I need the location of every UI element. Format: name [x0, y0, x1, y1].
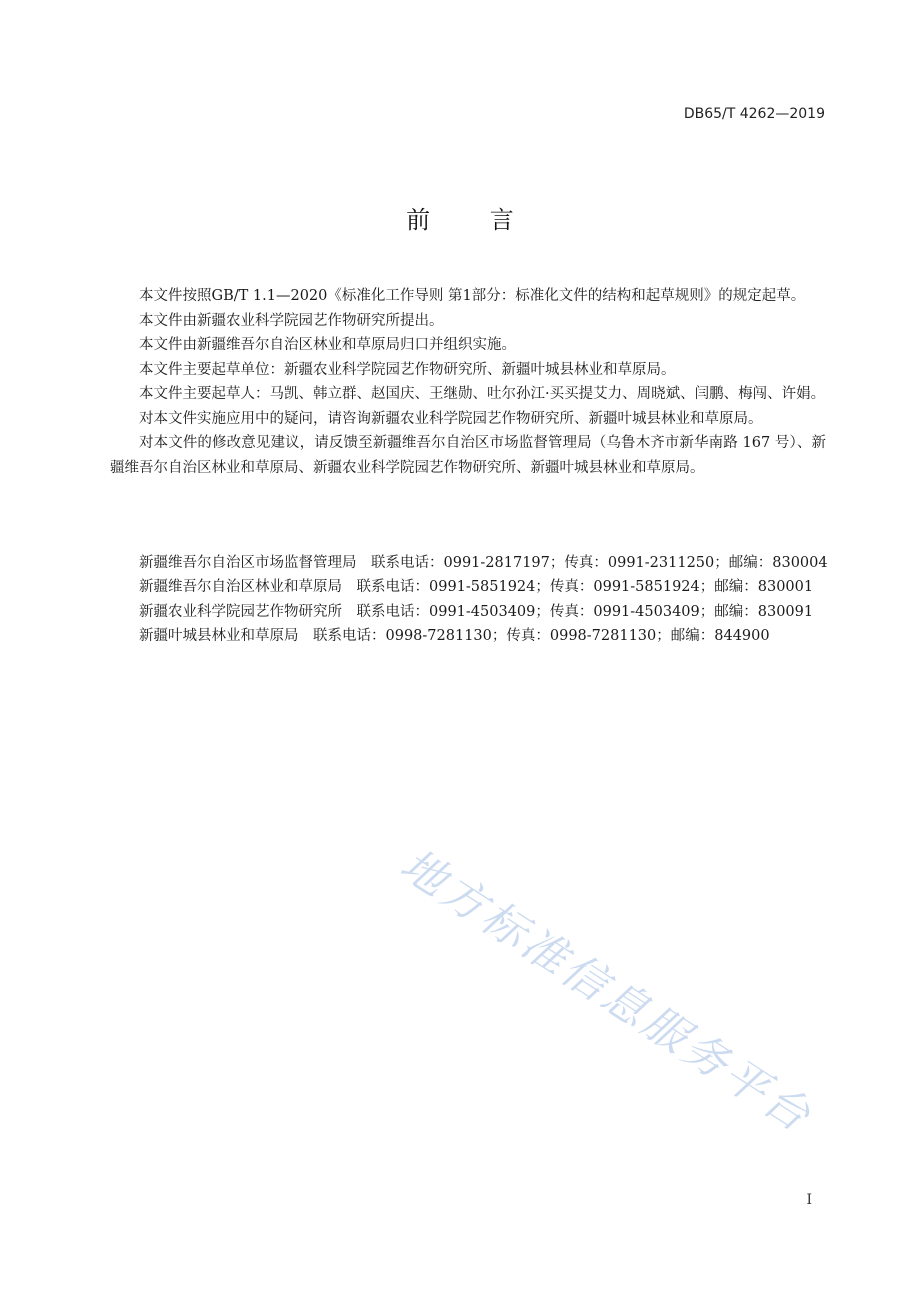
contact-line-market-regulation: 新疆维吾尔自治区市场监督管理局 联系电话：0991-2817197；传真：0991-2311250；邮编：830004	[139, 555, 828, 571]
contact-line-yecheng-forestry: 新疆叶城县林业和草原局 联系电话：0998-7281130；传真：0998-7281130；邮编：844900	[139, 628, 770, 644]
paragraph-feedback: 对本文件的修改意见建议，请反馈至新疆维吾尔自治区市场监督管理局（乌鲁木齐市新华南路 167 号）、新疆维吾尔自治区林业和草原局、新疆农业科学院园艺作物研究所、新疆叶城县林业和草原局。	[110, 435, 826, 476]
contact-line-forestry-bureau: 新疆维吾尔自治区林业和草原局 联系电话：0991-5851924；传真：0991-5851924；邮编：830001	[139, 579, 814, 595]
paragraph-proposer: 本文件由新疆农业科学院园艺作物研究所提出。	[139, 312, 444, 329]
page-title: 前 言	[406, 206, 540, 234]
contact-line-horticulture-institute: 新疆农业科学院园艺作物研究所 联系电话：0991-4503409；传真：0991-4503409；邮编：830091	[139, 604, 814, 620]
page-number: I	[806, 1192, 812, 1208]
paragraph-drafting-units: 本文件主要起草单位：新疆农业科学院园艺作物研究所、新疆叶城县林业和草原局。	[139, 361, 676, 378]
foreword-body	[110, 284, 826, 480]
paragraph-standard-basis: 本文件按照GB/T 1.1—2020《标准化工作导则 第1部分：标准化文件的结构和起草规则》的规定起草。	[139, 288, 806, 304]
paragraph-inquiries: 对本文件实施应用中的疑问，请咨询新疆农业科学院园艺作物研究所、新疆叶城县林业和草原局。	[139, 410, 763, 427]
paragraph-drafters: 本文件主要起草人：马凯、韩立群、赵国庆、王继勋、吐尔孙江·买买提艾力、周晓斌、闫鹏、梅闯、许娟。	[139, 386, 826, 402]
watermark: 地方标准信息服务平台	[391, 839, 822, 1144]
document-code: DB65/T 4262—2019	[683, 106, 825, 122]
paragraph-administrator: 本文件由新疆维吾尔自治区林业和草原局归口并组织实施。	[139, 337, 516, 353]
